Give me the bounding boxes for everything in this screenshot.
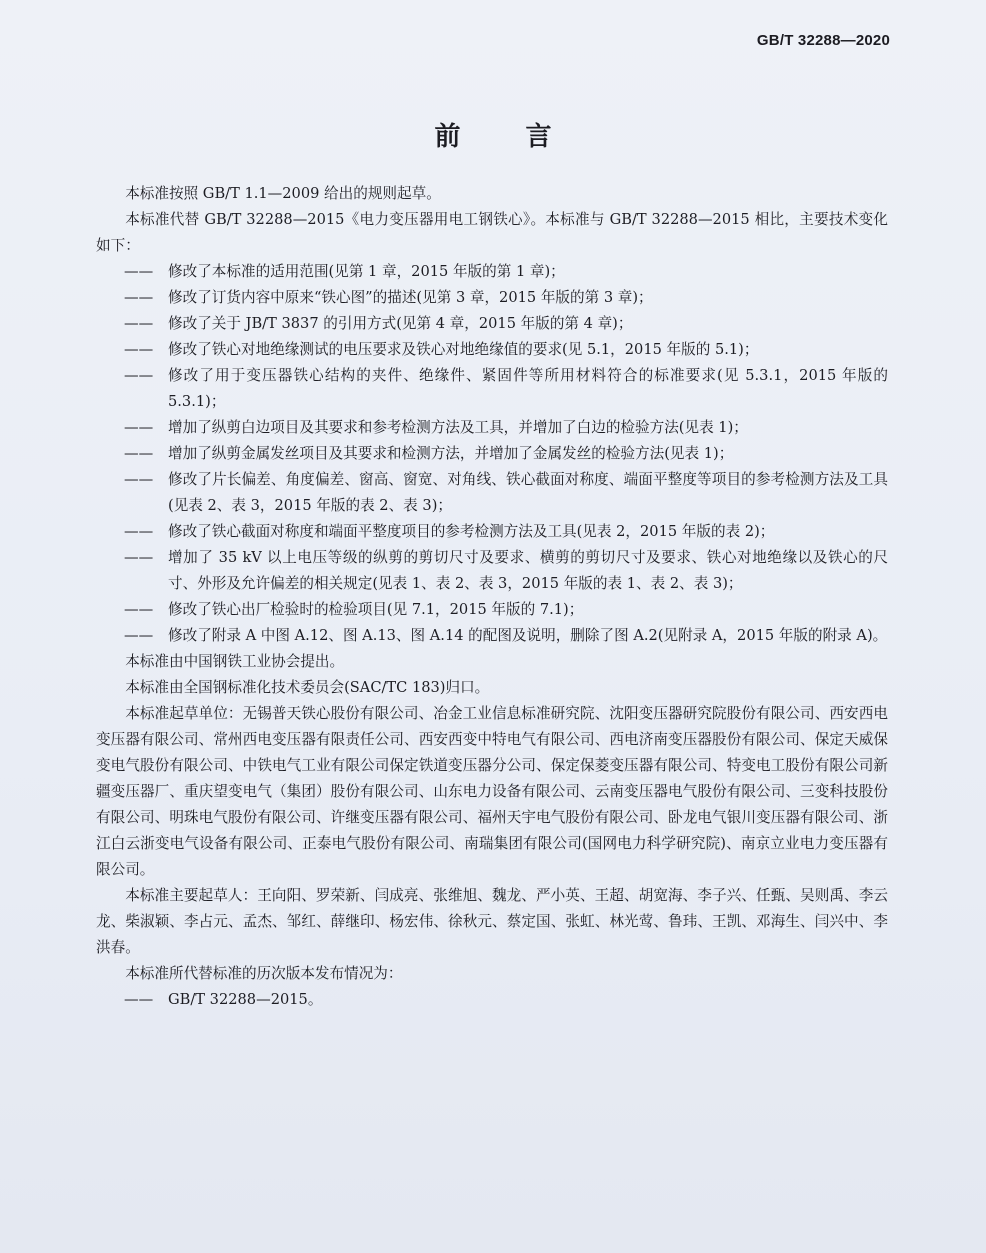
document-body — [96, 181, 888, 1013]
paragraph-drafting-rule: 本标准按照 GB/T 1.1—2009 给出的规则起草。 — [125, 185, 441, 202]
change-item-text: 修改了用于变压器铁心结构的夹件、绝缘件、紧固件等所用材料符合的标准要求(见 5.3.1，2015 年版的 5.3.1)； — [168, 367, 888, 410]
paragraph-proposer: 本标准由中国钢铁工业协会提出。 — [125, 653, 345, 670]
standard-code: GB/T 32288—2020 — [756, 32, 890, 49]
change-item-text: 修改了铁心截面对称度和端面平整度项目的参考检测方法及工具(见表 2，2015 年版的表 2)； — [168, 523, 775, 540]
list-dash: —— — [124, 341, 154, 358]
change-item-text: 增加了纵剪白边项目及其要求和参考检测方法及工具，并增加了白边的检验方法(见表 1)； — [168, 419, 748, 436]
list-dash: —— — [124, 263, 154, 280]
list-dash: —— — [124, 627, 154, 644]
change-item-text: 修改了附录 A 中图 A.12、图 A.13、图 A.14 的配图及说明，删除了图 A.2(见附录 A，2015 年版的附录 A)。 — [168, 627, 888, 644]
list-dash: —— — [124, 315, 154, 332]
change-item — [96, 545, 888, 597]
history-item-text: GB/T 32288—2015。 — [168, 991, 323, 1008]
change-item-text: 修改了铁心对地绝缘测试的电压要求及铁心对地绝缘值的要求(见 5.1，2015 年版的 5.1)； — [168, 341, 759, 358]
change-item-text: 修改了关于 JB/T 3837 的引用方式(见第 4 章，2015 年版的第 4 章)； — [168, 315, 633, 332]
change-item — [96, 259, 888, 285]
history-item — [96, 987, 888, 1013]
change-item — [96, 597, 888, 623]
list-dash: —— — [124, 289, 154, 306]
change-item-text: 修改了铁心出厂检验时的检验项目(见 7.1，2015 年版的 7.1)； — [168, 601, 584, 618]
list-dash: —— — [124, 523, 154, 540]
list-dash: —— — [124, 471, 154, 488]
change-item — [96, 623, 888, 649]
list-dash: —— — [124, 601, 154, 618]
list-dash: —— — [124, 549, 154, 566]
change-item-text: 修改了订货内容中原来“铁心图”的描述(见第 3 章，2015 年版的第 3 章)； — [168, 289, 653, 306]
change-item-text: 修改了本标准的适用范围(见第 1 章，2015 年版的第 1 章)； — [168, 263, 565, 280]
page-title: 前 言 — [434, 122, 580, 152]
change-item — [96, 519, 888, 545]
change-item — [96, 467, 888, 519]
list-dash: —— — [124, 419, 154, 436]
list-dash: —— — [124, 991, 154, 1008]
paragraph-drafters: 本标准主要起草人：王向阳、罗荣新、闫成亮、张维旭、魏龙、严小英、王超、胡宽海、李子兴、任甄、吴则禹、李云龙、柴淑颖、李占元、孟杰、邹红、薛继印、杨宏伟、徐秋元、蔡定国、张虹、林光莺、鲁玮、王凯、邓海生、闫兴中、李洪春。 — [96, 887, 888, 956]
change-item — [96, 285, 888, 311]
paragraph-history-intro: 本标准所代替标准的历次版本发布情况为： — [125, 965, 403, 982]
change-item — [96, 441, 888, 467]
change-item — [96, 415, 888, 441]
paragraph-committee: 本标准由全国钢标准化技术委员会(SAC/TC 183)归口。 — [125, 679, 490, 696]
change-item-text: 增加了纵剪金属发丝项目及其要求和检测方法，并增加了金属发丝的检验方法(见表 1)； — [168, 445, 734, 462]
paragraph-replacement: 本标准代替 GB/T 32288—2015《电力变压器用电工钢铁心》。本标准与 GB/T 32288—2015 相比，主要技术变化如下： — [96, 211, 888, 254]
list-dash: —— — [124, 445, 154, 462]
change-item-text: 增加了 35 kV 以上电压等级的纵剪的剪切尺寸及要求、横剪的剪切尺寸及要求、铁心对地绝缘以及铁心的尺寸、外形及允许偏差的相关规定(见表 1、表 2、表 3，2015 年版的表 1、表 2、表 3)； — [168, 549, 888, 592]
paragraph-drafting-units: 本标准起草单位：无锡普天铁心股份有限公司、冶金工业信息标准研究院、沈阳变压器研究院股份有限公司、西安西电变压器有限公司、常州西电变压器有限责任公司、西安西变中特电气有限公司、西电济南变压器股份有限公司、保定天威保变电气股份有限公司、中铁电气工业有限公司保定铁道变压器分公司、保定保菱变压器有限公司、特变电工股份有限公司新疆变压器厂、重庆望变电气（集团）股份有限公司、山东电力设备有限公司、云南变压器电气股份有限公司、三变科技股份有限公司、明珠电气股份有限公司、许继变压器有限公司、福州天宇电气股份有限公司、卧龙电气银川变压器有限公司、浙江白云浙变电气设备有限公司、正泰电气股份有限公司、南瑞集团有限公司(国网电力科学研究院)、南京立业电力变压器有限公司。 — [96, 705, 888, 878]
list-dash: —— — [124, 367, 154, 384]
change-item-text: 修改了片长偏差、角度偏差、窗高、窗宽、对角线、铁心截面对称度、端面平整度等项目的参考检测方法及工具(见表 2、表 3，2015 年版的表 2、表 3)； — [168, 471, 888, 514]
change-item — [96, 311, 888, 337]
change-item — [96, 337, 888, 363]
change-item — [96, 363, 888, 415]
